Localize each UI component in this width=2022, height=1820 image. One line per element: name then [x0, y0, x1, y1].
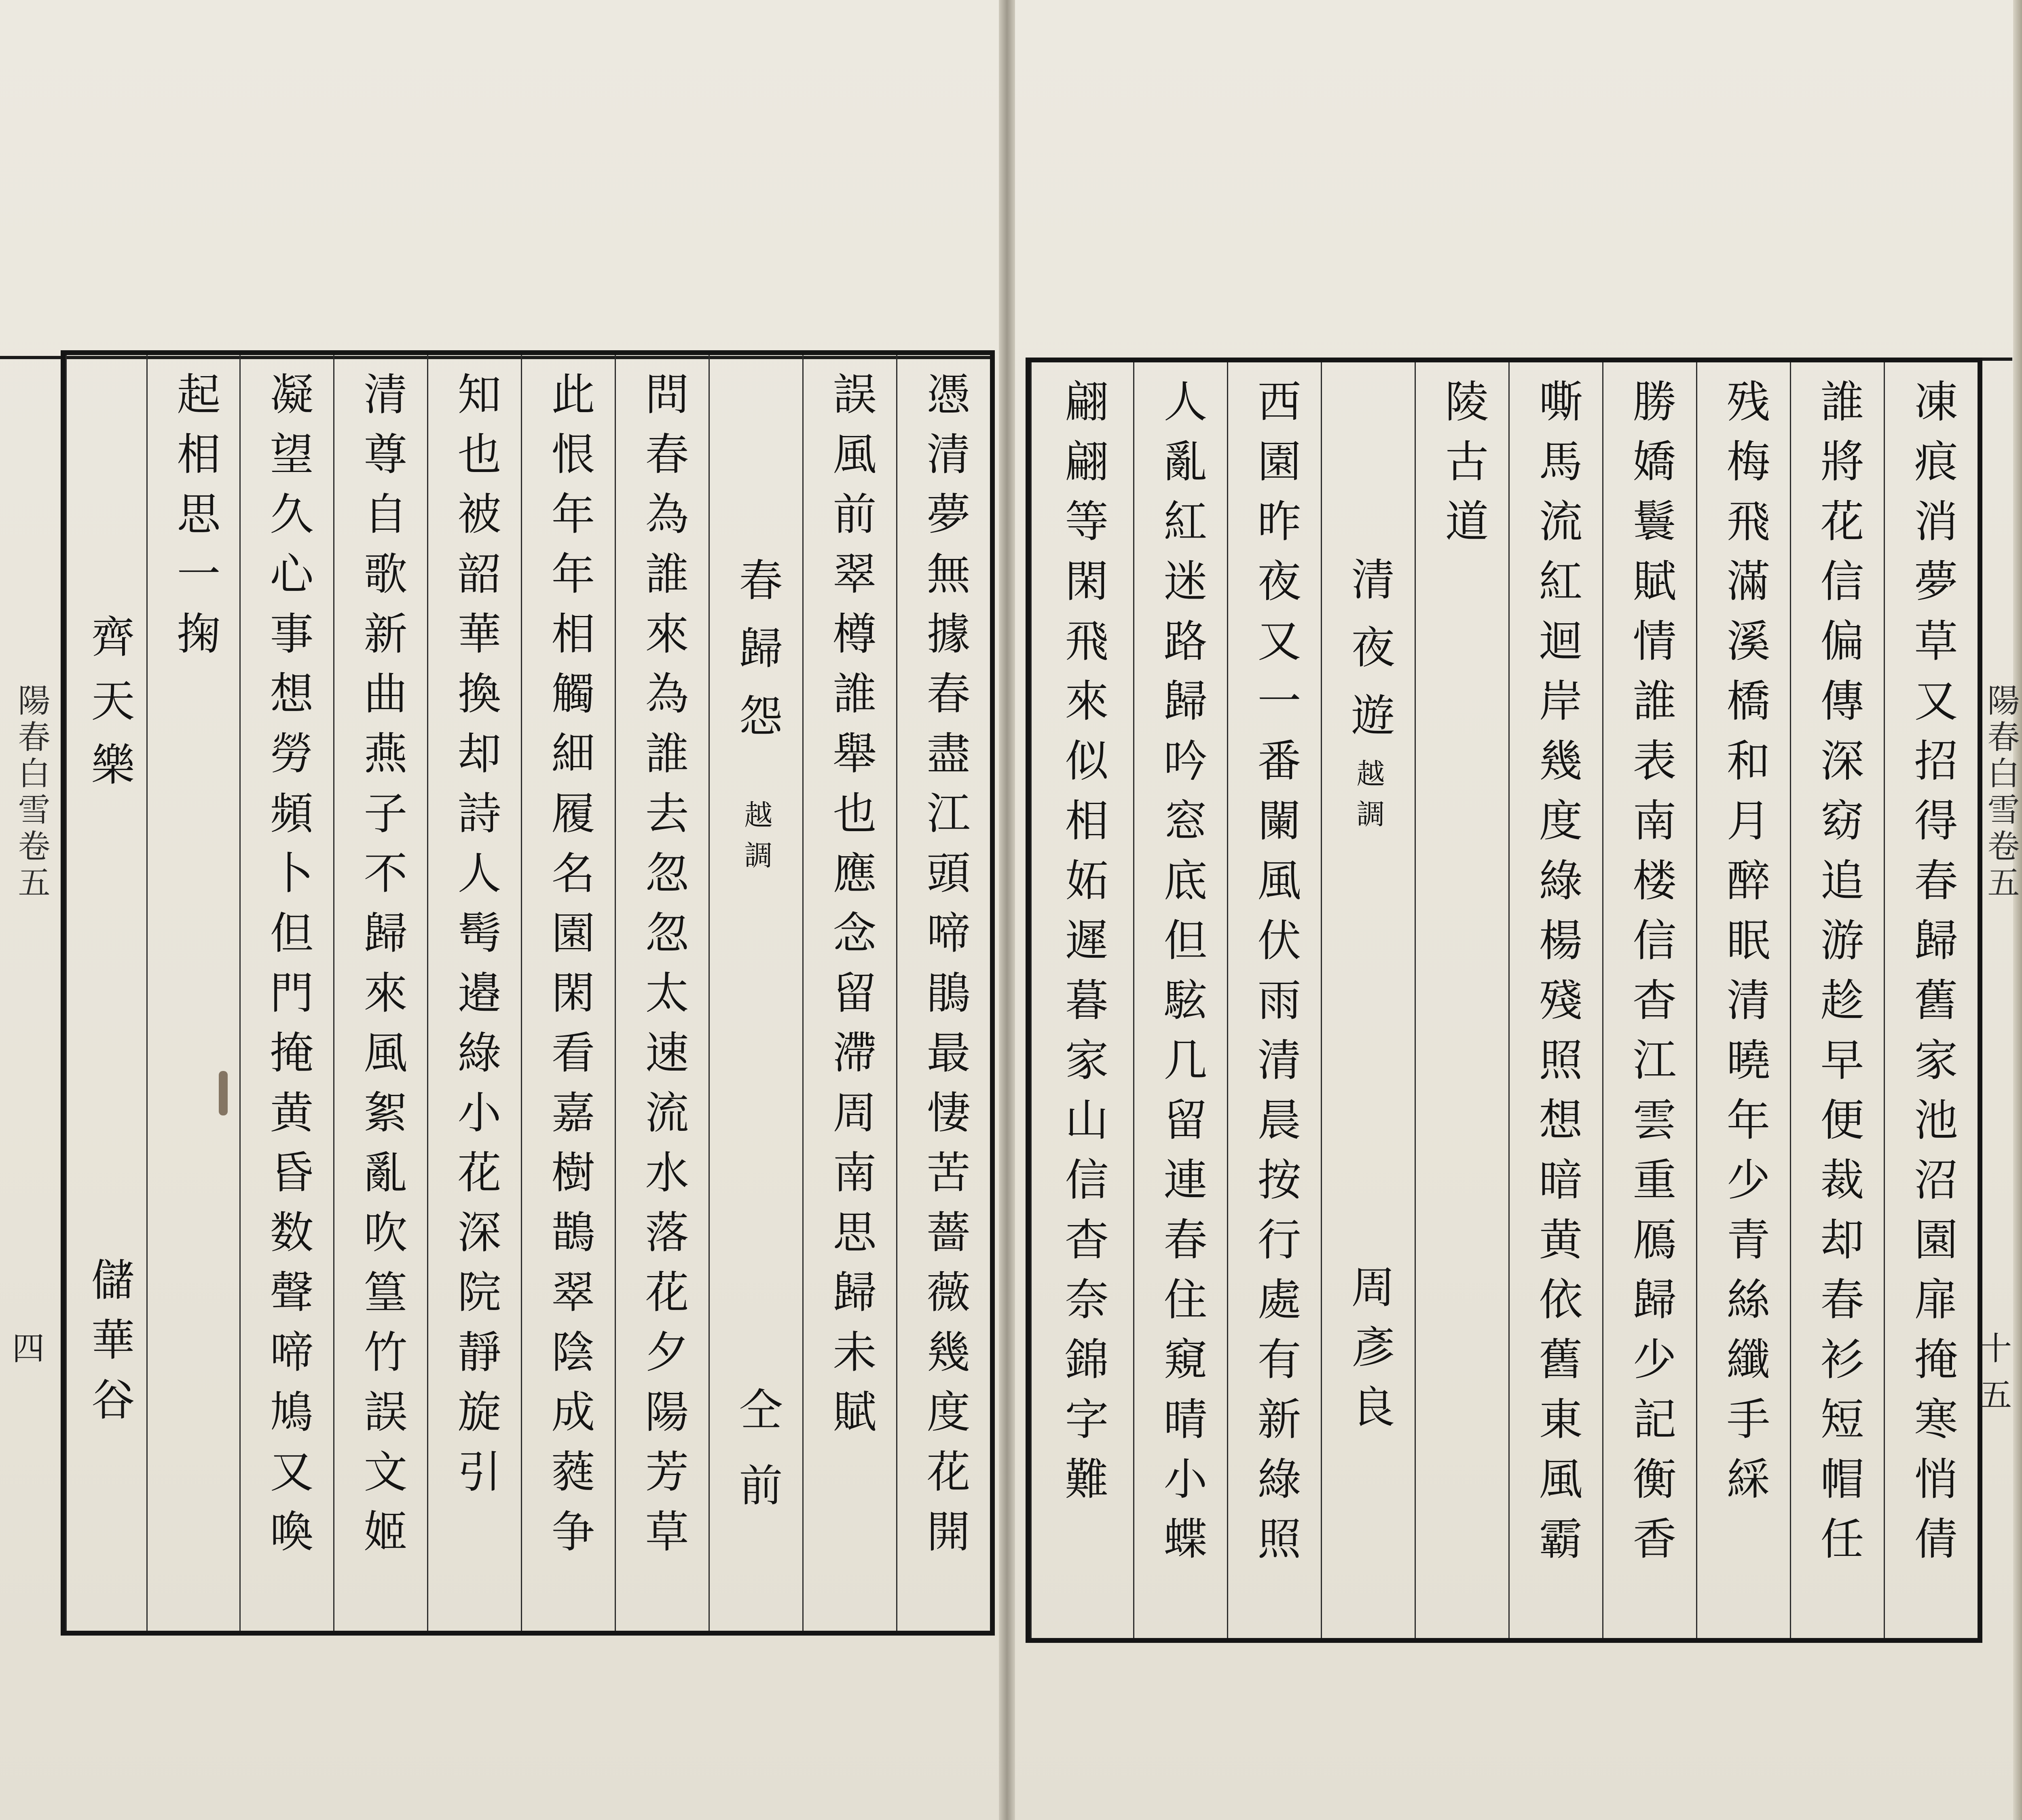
- column-text: 起相思一掬: [169, 371, 220, 671]
- column-text: 人亂紅迷路歸吟窓底但䮄几留連春住窺晴小蝶: [1156, 379, 1207, 1576]
- column-text: 問春為誰來為誰去忽忽太速流水落花夕陽芳草: [638, 371, 688, 1568]
- right-column-7: [1321, 362, 1415, 1638]
- left-column-6: [427, 355, 521, 1631]
- right-column-1: [1884, 362, 1978, 1638]
- left-column-2: [802, 355, 896, 1631]
- tune-note: 越調: [740, 800, 773, 881]
- right-column-5: [1508, 362, 1602, 1638]
- left-column-5: [521, 355, 615, 1631]
- left-column-10: [66, 355, 146, 1631]
- column-text: 憑清夢無據春盡江頭啼鵑最悽苦薔薇幾度花開: [919, 371, 970, 1568]
- column-text: 凍痕消夢草又招得春歸舊家池沼園扉掩寒悄倩: [1907, 379, 1957, 1576]
- left-column-8: [239, 355, 333, 1631]
- author-name: 仝前: [732, 1386, 782, 1539]
- column-text: 此恨年年相觸細履名園閑看嘉樹鵲翠陰成蕤争: [544, 371, 594, 1568]
- left-column-1: [896, 355, 990, 1631]
- left-margin-title: 陽春白雪卷五: [13, 684, 50, 902]
- poem-title: 齊天樂: [84, 614, 134, 806]
- author-name: 儲華谷: [84, 1257, 134, 1437]
- left-column-7: [333, 355, 427, 1631]
- left-column-4: [615, 355, 709, 1631]
- book-gutter: [999, 0, 1015, 1820]
- right-column-3: [1696, 362, 1790, 1638]
- column-text: 凝望久心事想勞頻卜但門掩黄昏数聲啼鳩又喚: [262, 371, 313, 1568]
- right-column-4: [1602, 362, 1696, 1638]
- poem-title: 春歸怨: [732, 557, 782, 761]
- right-margin-title: 陽春白雪卷五: [1982, 684, 2020, 902]
- column-text: 残梅飛滿溪橋和月醉眠清曉年少青絲纖手綵: [1719, 379, 1770, 1516]
- right-column-9: [1133, 362, 1227, 1638]
- poem-title: 清夜遊: [1344, 557, 1394, 760]
- left-column-9: [146, 355, 239, 1631]
- page-edge: [2013, 0, 2022, 1820]
- left-column-3: [709, 355, 802, 1631]
- column-text: 知也被韶華換却詩人髩邉綠小花深院靜旋引: [450, 371, 501, 1509]
- left-text-frame: [61, 350, 995, 1636]
- ink-stain: [219, 1071, 228, 1115]
- column-text: 勝嬌鬟賦情誰表南楼信杳江雲重鴈歸少記衡香: [1625, 379, 1676, 1576]
- right-folio: 十五: [1980, 1330, 2012, 1414]
- left-folio: 四: [12, 1330, 44, 1367]
- right-column-8: [1227, 362, 1321, 1638]
- column-text: 陵古道: [1438, 379, 1488, 558]
- author-name: 周彥良: [1344, 1264, 1394, 1444]
- right-column-6: [1415, 362, 1508, 1638]
- column-text: 清尊自歌新曲燕子不歸來風絮亂吹篁竹誤文姬: [356, 371, 407, 1568]
- column-text: 翩翩等閑飛來似相妬遲暮家山信杳奈錦字難: [1058, 379, 1108, 1516]
- column-text: 誤風前翠樽誰舉也應念留滯周南思歸未賦: [825, 371, 876, 1449]
- right-column-10: [1030, 362, 1133, 1638]
- right-column-2: [1790, 362, 1884, 1638]
- column-text: 誰將花信偏傳深窈追游趁早便裁却春衫短帽任: [1813, 379, 1863, 1576]
- tune-note: 越調: [1352, 759, 1385, 840]
- right-text-frame: [1026, 358, 1982, 1643]
- column-text: 嘶馬流紅迴岸幾度綠楊殘照想暗黄依舊東風霸: [1531, 379, 1582, 1576]
- column-text: 西園昨夜又一番闌風伏雨清晨按行處有新綠照: [1250, 379, 1301, 1576]
